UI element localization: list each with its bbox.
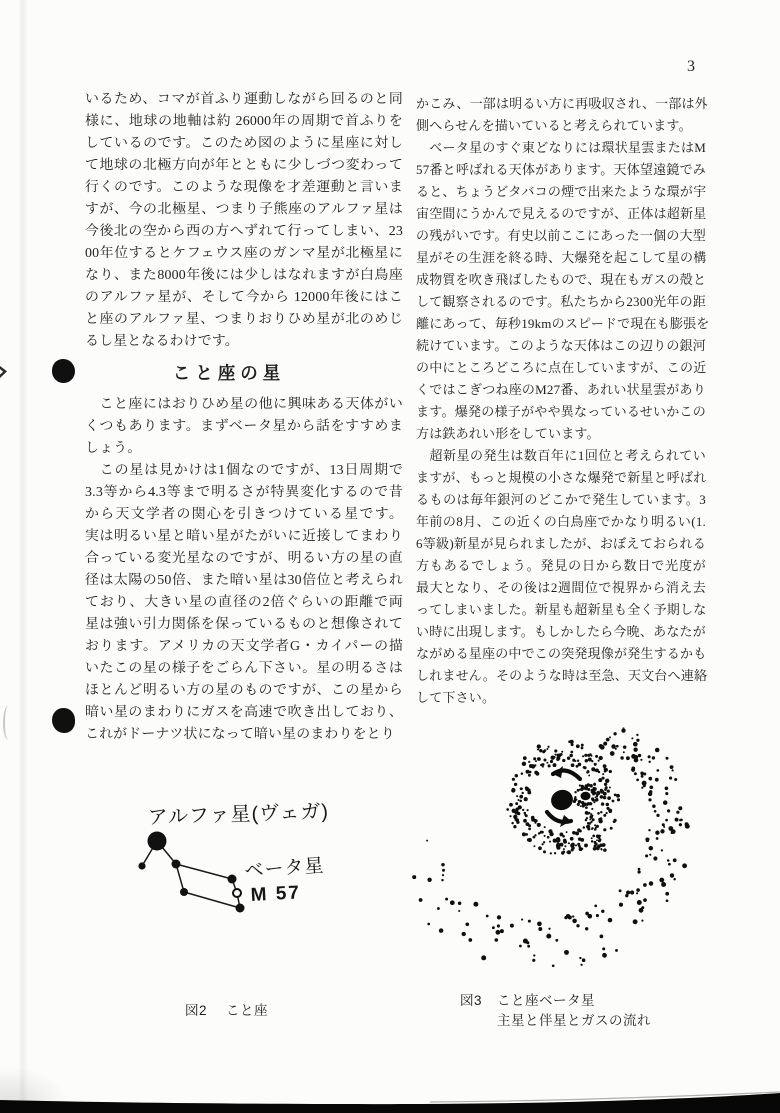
text-line: 今後北の空から西の方へずれて行ってしまい、23: [85, 224, 403, 239]
primary-star-blob: [548, 787, 575, 813]
figure3-caption: [460, 991, 651, 1031]
text-line: ってしまいました。新星も超新星も全く予期しな: [416, 602, 707, 617]
left-column-paragraph-2: [85, 394, 403, 460]
text-line: 合っている変光星なのですが、明るい方の星の直: [85, 551, 403, 566]
margin-ink-dot: [52, 359, 75, 383]
text-line: ながめる星座の中でこの突発現像が発生するかも: [416, 646, 707, 661]
figure2-caption: [185, 1001, 268, 1021]
text-line: ます。爆発の様子がやや異なっているせいかこの: [416, 404, 706, 419]
figure3-caption-label: 図3: [460, 993, 483, 1008]
scan-crease-line: [18, 0, 28, 1100]
text-line: るし星となるわけです。: [85, 334, 239, 349]
text-line: ほとんど明るい方の星のものですが、この星から: [85, 683, 403, 698]
figure3-caption-text: [497, 991, 651, 1031]
text-line: これがドーナツ状になって暗い星のまわりをとり: [85, 727, 395, 742]
text-line: 6等級)新星が見られましたが、おぼえておられる: [416, 536, 706, 551]
page-number: 3: [687, 58, 695, 75]
page-edge-mark: [0, 366, 7, 378]
text-line: この星は見かけは1個なのですが、13日周期で: [85, 463, 403, 478]
text-line: すが、今の北極星、つまり子熊座のアルファ星は: [85, 202, 403, 217]
text-line: かこみ、一部は明るい方に再吸収され、一部は外: [416, 96, 708, 111]
star: [236, 904, 245, 913]
star: [172, 860, 181, 869]
text-line: いたこの星の様子をごらん下さい。星の明るさは: [85, 661, 403, 676]
text-line: 離にあって、毎秒19kmのスピードで現在も膨張を: [416, 316, 710, 331]
text-line: 超新星の発生は数百年に1回位と考えられてい: [416, 448, 706, 463]
text-line: 星は強い引力関係を保っているものと想像されて: [85, 617, 403, 632]
label-alpha-vega: アルファ星(ヴェガ): [147, 800, 330, 829]
figure3-caption-line1: こと座ベータ星: [497, 993, 596, 1008]
text-line: 星がその生涯を終る時、大爆発を起こして星の構: [416, 250, 707, 265]
text-line: 径は太陽の50倍、また暗い星は30倍位と考えられ: [85, 573, 403, 588]
text-line: ますが、もっと規模の小さな爆発で新星と呼ばれ: [416, 470, 707, 485]
text-line: 宙空間にうかんで見えるのですが、正体は超新星: [416, 206, 707, 221]
text-line: しょう。: [85, 441, 142, 456]
figure2-caption-label: 図2: [185, 1003, 208, 1018]
right-column-paragraph-1: [416, 93, 706, 137]
text-line: から天文学者の関心を引きつけている星です。: [85, 507, 403, 522]
text-line: くではこぎつね座のM27番、あれい状星雲があり: [416, 382, 706, 397]
figure2-lyra-constellation-drawing: [88, 793, 358, 933]
text-line: くつもあります。まずベータ星から話をすすめま: [85, 419, 403, 434]
text-line: 57番と呼ばれる天体があります。天体望遠鏡でみ: [416, 162, 706, 177]
text-line: の中にところどころに点在していますが、この近: [416, 360, 707, 375]
text-line: 成物質を吹き飛ばしたもので、現在もガスの殻と: [416, 272, 707, 287]
label-beta: ベータ星: [243, 855, 326, 882]
star-beta-m57-open-circle: [233, 889, 241, 897]
text-line: しれません。そのような時は至急、天文台へ連絡: [416, 668, 708, 683]
text-line: 年前の8月、この近くの白鳥座でかなり明るい(1.: [416, 514, 706, 529]
text-line: 実は明るい星と暗い星がたがいに近接してまわり: [85, 529, 403, 544]
text-line: しているのです。このため図のように星座に対し: [85, 136, 403, 151]
text-line: いるため、コマが首ふり運動しながら回るのと同: [85, 92, 403, 107]
label-m57: M 57: [250, 882, 302, 906]
companion-star-core: [581, 792, 591, 800]
star: [228, 875, 237, 884]
text-line: 方は鉄あれい形をしています。: [416, 426, 600, 441]
figure2-caption-title: こと座: [226, 1003, 269, 1018]
text-line: こと座にはおりひめ星の他に興味ある天体がい: [85, 397, 403, 412]
text-line: ており、大きい星の直径の2倍ぐらいの距離で両: [85, 595, 403, 610]
text-line: して観察されるのです。私たちから2300光年の距: [416, 294, 706, 309]
text-line: 00年位するとケフェウス座のガンマ星が北極星に: [85, 246, 403, 261]
text-line: い時に出現します。もしかしたら今晩、あなたが: [416, 624, 706, 639]
figure3-caption-line2: 主星と伴星とガスの流れ: [497, 1013, 652, 1028]
scan-bottom-shadow-band: [0, 1084, 780, 1113]
text-line: て地球の北極方向が年とともに少しづつ変わって: [85, 158, 403, 173]
margin-ink-dot: [52, 708, 75, 733]
text-line: ベータ星のすぐ東どなりには環状星雲またはM: [416, 140, 706, 155]
section-heading: こと座の星: [172, 363, 286, 383]
figure3-gas-spiral-drawing: [395, 715, 715, 970]
text-line: して下さい。: [416, 690, 496, 705]
right-column-paragraph-2: [416, 137, 710, 445]
text-line: 様に、地球の地軸は約 26000年の周期で首ふりを: [85, 114, 403, 129]
text-line: 方もあるでしょう。発見の日から数日で光度が: [416, 558, 706, 573]
text-line: 3.3等から4.3等まで明るさが特異変化するので昔: [85, 485, 403, 500]
gas-dot-cloud: [412, 727, 690, 967]
text-line: 暗い星のまわりにガスを高速で吹き出しており、: [85, 705, 403, 720]
text-line: なり、また8000年後には少しはなれますが白鳥座: [85, 268, 403, 283]
star: [180, 888, 188, 896]
text-line: おります。アメリカの天文学者G・カイパーの描: [85, 639, 403, 654]
text-line: の残がいです。有史以前ここにあった一個の大型: [416, 228, 706, 243]
constellation-lines: [142, 841, 240, 908]
page-edge-mark: [3, 706, 13, 740]
text-line: 側へらせんを描いていると考えられています。: [416, 118, 692, 133]
text-line: と座のアルファ星、つまりおりひめ星が北のめじ: [85, 312, 403, 327]
text-line: のアルファ星が、そして今から 12000年後にはこ: [85, 290, 403, 305]
star: [138, 862, 145, 869]
left-column-paragraph-1: [85, 89, 403, 353]
text-line: 行くのです。このような現像を才差運動と言いま: [85, 180, 403, 195]
text-line: るものは毎年銀河のどこかで発生しています。3: [416, 492, 706, 507]
star-vega: [148, 832, 167, 851]
text-line: 続けています。このような天体はこの辺りの銀河: [416, 338, 706, 353]
text-line: 最大となり、その後は2週間位で視界から消え去: [416, 580, 706, 595]
right-column-paragraph-3: [416, 445, 706, 709]
text-line: ると、ちょうどタバコの煙で出来たような環が宇: [416, 184, 707, 199]
left-column-paragraph-3: [85, 460, 403, 746]
